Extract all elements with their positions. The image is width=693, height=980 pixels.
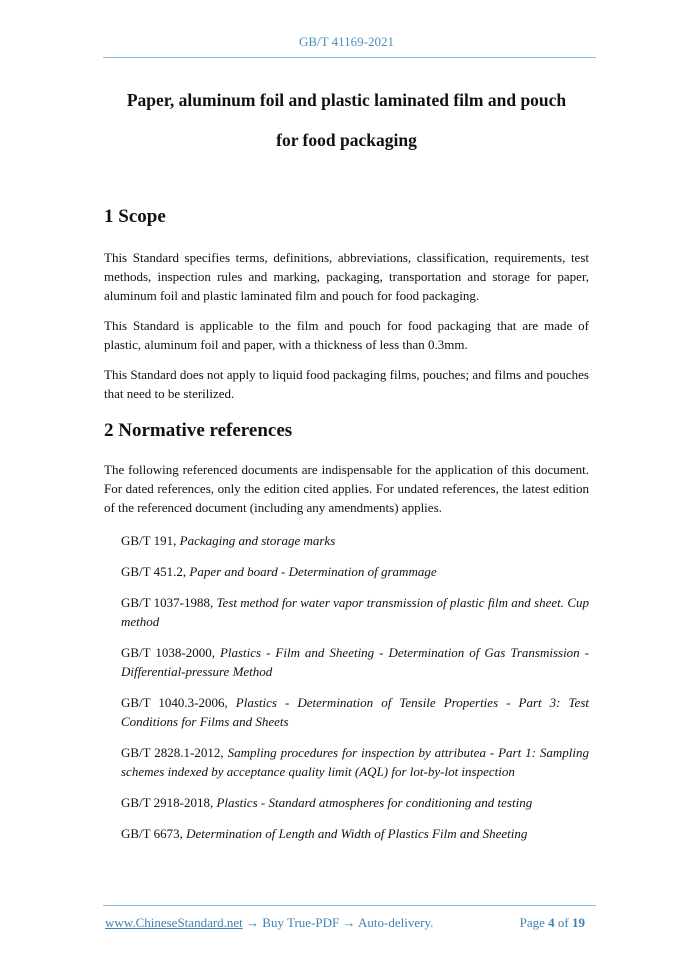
reference-item: [121, 643, 589, 681]
document-body: [104, 205, 589, 855]
scope-paragraph: This Standard is applicable to the film and pouch for food packaging that are made of plastic, aluminum foil and paper, with a thickness of less than 0.3mm.: [104, 318, 589, 352]
document-title: [60, 80, 633, 160]
reference-title: Plastics - Film and Sheeting - Determination of Gas Transmission - Differential-pressure Method: [121, 645, 589, 679]
reference-code: GB/T 2828.1-2012,: [121, 745, 224, 760]
reference-item: [121, 593, 589, 631]
reference-code: GB/T 6673,: [121, 826, 183, 841]
website-link[interactable]: www.ChineseStandard.net: [105, 915, 243, 930]
page-total: 19: [572, 915, 585, 930]
reference-code: GB/T 191,: [121, 533, 177, 548]
footer: [105, 915, 585, 931]
scope-heading: 1 Scope: [104, 206, 166, 227]
reference-code: GB/T 451.2,: [121, 564, 187, 579]
normative-intro-paragraph: The following referenced documents are indispensable for the application of this document. For dated references, only the edition cited applies. For undated references, the latest edition of the referenced document (including any amendments) applies.: [104, 462, 589, 515]
footer-divider: [103, 905, 596, 906]
reference-title: Test method for water vapor transmission of plastic film and sheet. Cup method: [121, 595, 589, 629]
reference-title: Packaging and storage marks: [179, 533, 336, 548]
page-of-label: of: [557, 915, 569, 930]
reference-item: [121, 824, 589, 843]
reference-list: [121, 531, 589, 843]
reference-title: Plastics - Standard atmospheres for conditioning and testing: [216, 795, 533, 810]
reference-title: Paper and board - Determination of grammage: [189, 564, 437, 579]
arrow-right-icon: →: [246, 915, 260, 930]
page-label: Page: [519, 915, 545, 930]
reference-item: [121, 531, 589, 550]
reference-item: [121, 562, 589, 581]
reference-title: Determination of Length and Width of Plastics Film and Sheeting: [186, 826, 528, 841]
reference-code: GB/T 1038-2000,: [121, 645, 215, 660]
reference-code: GB/T 1037-1988,: [121, 595, 214, 610]
header-divider: [103, 57, 596, 58]
page-indicator: [520, 915, 585, 931]
reference-item: [121, 693, 589, 731]
reference-item: [121, 793, 589, 812]
reference-item: [121, 743, 589, 781]
normative-references-heading: 2 Normative references: [104, 420, 293, 441]
buy-true-pdf-link[interactable]: Buy True-PDF: [262, 915, 340, 930]
scope-paragraph: This Standard specifies terms, definitions, abbreviations, classification, requirements, test methods, inspection rules and marking, packaging, transportation and storage for paper, aluminum foil and plastic laminated film and pouch for food packaging.: [104, 250, 589, 303]
title-line-1: Paper, aluminum foil and plastic laminated film and pouch: [126, 90, 567, 110]
header-document-id: GB/T 41169-2021: [299, 34, 394, 49]
title-line-2: for food packaging: [276, 130, 417, 150]
reference-title: Plastics - Determination of Tensile Properties - Part 3: Test Conditions for Films and Sheets: [121, 695, 589, 729]
reference-code: GB/T 2918-2018,: [121, 795, 214, 810]
page-number: 4: [548, 915, 555, 930]
scope-paragraph: This Standard does not apply to liquid food packaging films, pouches; and films and pouches that need to be sterilized.: [104, 367, 589, 401]
reference-code: GB/T 1040.3-2006,: [121, 695, 228, 710]
reference-title: Sampling procedures for inspection by attributea - Part 1: Sampling schemes indexed by acceptance quality limit (AQL) for lot-by-lot inspection: [121, 745, 590, 779]
auto-delivery-text: Auto-delivery.: [358, 915, 434, 930]
arrow-right-icon: →: [342, 915, 356, 930]
